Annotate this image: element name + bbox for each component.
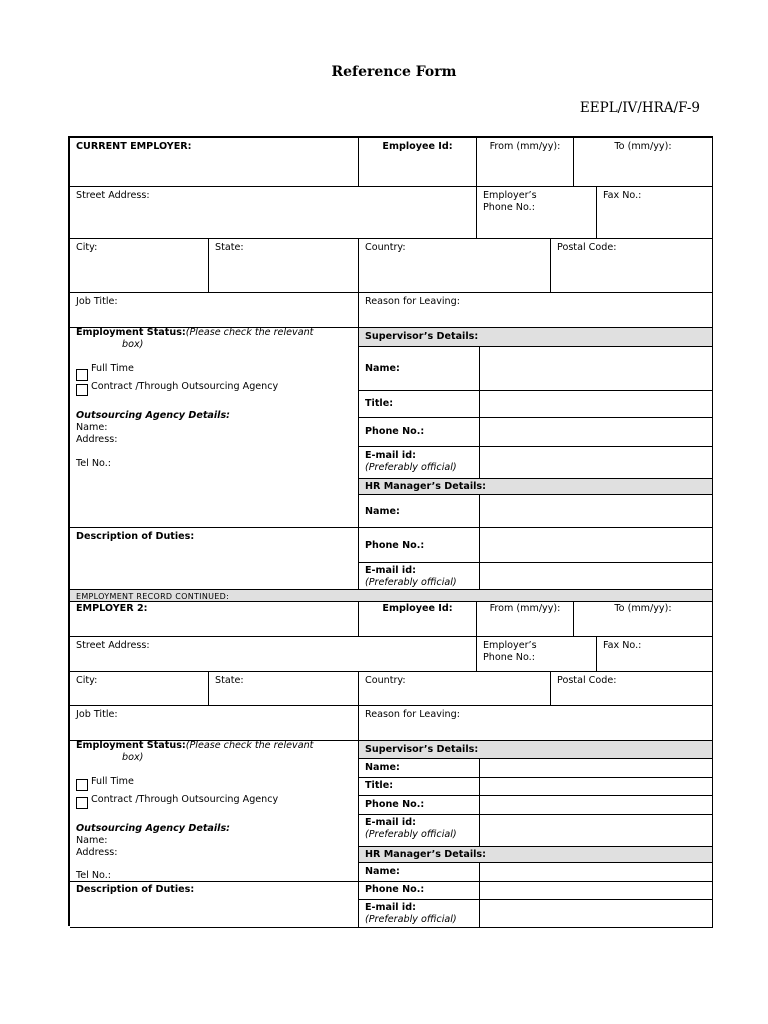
fax-label: Fax No.: [603, 190, 642, 201]
hr-2-email-label [359, 900, 480, 928]
reason-for-leaving-2-label: Reason for Leaving: [365, 709, 460, 720]
state-2-field[interactable] [209, 672, 359, 706]
street-address-label: Street Address: [76, 190, 150, 201]
hr-email-text: E-mail id: [365, 565, 416, 576]
description-of-duties-field[interactable] [70, 528, 359, 590]
supervisor-2-title-label: Title: [359, 778, 480, 796]
country-2-label: Country: [365, 675, 406, 686]
current-employer-field[interactable] [70, 138, 359, 187]
supervisor-2-email-input[interactable] [480, 815, 713, 847]
supervisor-2-name-label: Name: [359, 759, 480, 778]
full-time-label: Full Time [91, 363, 134, 374]
job-title-2-label: Job Title: [76, 709, 118, 720]
from-date-2-field[interactable] [477, 602, 574, 637]
hr-email-input[interactable] [480, 563, 713, 590]
job-title-label: Job Title: [76, 296, 118, 307]
description-of-duties-label: Description of Duties: [76, 531, 195, 542]
postal-code-2-field[interactable] [551, 672, 713, 706]
check-note-2: (Please check the relevant [185, 741, 314, 751]
outsourcing-address-2-label: Address: [76, 847, 118, 858]
reason-for-leaving-field[interactable] [359, 293, 713, 328]
outsourcing-name-2-label: Name: [76, 835, 108, 846]
employer-2-field[interactable] [70, 602, 359, 637]
outsourcing-tel-2-label: Tel No.: [76, 870, 112, 881]
employee-id-field[interactable] [359, 138, 477, 187]
contract-label: Contract /Through Outsourcing Agency [91, 381, 279, 392]
to-date-2-label: To (mm/yy): [614, 603, 672, 614]
contract-2-checkbox[interactable] [76, 797, 88, 809]
supervisor-2-email-text: E-mail id: [365, 817, 416, 828]
contract-2-label: Contract /Through Outsourcing Agency [91, 794, 279, 805]
city-label: City: [76, 242, 98, 253]
outsourcing-tel-label: Tel No.: [76, 458, 112, 469]
postal-code-label: Postal Code: [557, 242, 617, 253]
supervisor-details-2-header: Supervisor’s Details: [359, 741, 713, 759]
employers-phone-label-line2: Phone No.: [483, 202, 535, 213]
hr-email-label [359, 563, 480, 590]
employers-phone-field[interactable] [477, 187, 597, 239]
outsourcing-address-label: Address: [76, 434, 118, 445]
hr-phone-label: Phone No.: [359, 528, 480, 563]
supervisor-2-email-label [359, 815, 480, 847]
outsourcing-name-label: Name: [76, 422, 108, 433]
current-employer-label: CURRENT EMPLOYER: [76, 141, 192, 152]
supervisor-phone-input[interactable] [480, 418, 713, 447]
city-2-label: City: [76, 675, 98, 686]
form-title: Reference Form [331, 64, 457, 80]
state-label: State: [215, 242, 244, 253]
reason-for-leaving-label: Reason for Leaving: [365, 296, 460, 307]
from-date-label: From (mm/yy): [489, 141, 561, 152]
supervisor-2-title-input[interactable] [480, 778, 713, 796]
hr-name-input[interactable] [480, 495, 713, 528]
employer-2-label: EMPLOYER 2: [76, 603, 148, 614]
employers-phone-2-field[interactable] [477, 637, 597, 672]
reference-form-table [68, 136, 713, 926]
to-date-label: To (mm/yy): [614, 141, 672, 152]
from-date-field[interactable] [477, 138, 574, 187]
employers-phone-label-line1: Employer’s [483, 190, 537, 201]
hr-2-phone-label: Phone No.: [359, 882, 480, 900]
hr-manager-details-header: HR Manager’s Details: [359, 479, 713, 495]
fax-field[interactable] [597, 187, 713, 239]
document-number: EEPL/IV/HRA/F-9 [579, 100, 700, 116]
country-field[interactable] [359, 239, 551, 293]
supervisor-2-phone-label: Phone No.: [359, 796, 480, 815]
postal-code-2-label: Postal Code: [557, 675, 617, 686]
employee-id-2-label: Employee Id: [382, 603, 453, 614]
supervisor-phone-label: Phone No.: [359, 418, 480, 447]
description-of-duties-2-label: Description of Duties: [76, 884, 195, 895]
check-note-box: box) [122, 339, 144, 350]
from-date-2-label: From (mm/yy): [489, 603, 561, 614]
fax-2-field[interactable] [597, 637, 713, 672]
employment-record-continued: EMPLOYMENT RECORD CONTINUED: [70, 590, 713, 602]
to-date-2-field[interactable] [574, 602, 713, 637]
supervisor-2-name-input[interactable] [480, 759, 713, 778]
supervisor-details-header: Supervisor’s Details: [359, 328, 713, 347]
hr-email-note: (Preferably official) [365, 577, 457, 588]
hr-2-email-text: E-mail id: [365, 902, 416, 913]
check-note-box-2: box) [122, 752, 144, 763]
supervisor-email-text: E-mail id: [365, 450, 416, 461]
employers-phone-2-label-line2: Phone No.: [483, 652, 535, 663]
hr-2-name-label: Name: [359, 863, 480, 882]
outsourcing-details-2-label: Outsourcing Agency Details: [76, 823, 231, 834]
job-title-field[interactable] [70, 293, 359, 328]
supervisor-email-note: (Preferably official) [365, 462, 457, 473]
supervisor-title-input[interactable] [480, 391, 713, 418]
hr-2-phone-input[interactable] [480, 882, 713, 900]
contract-checkbox[interactable] [76, 384, 88, 396]
street-address-2-field[interactable] [70, 637, 477, 672]
street-address-field[interactable] [70, 187, 477, 239]
outsourcing-details-label: Outsourcing Agency Details: [76, 410, 231, 421]
full-time-2-checkbox[interactable] [76, 779, 88, 791]
state-field[interactable] [209, 239, 359, 293]
supervisor-email-label [359, 447, 480, 479]
hr-2-email-note: (Preferably official) [365, 914, 457, 925]
hr-name-label: Name: [359, 495, 480, 528]
street-address-2-label: Street Address: [76, 640, 150, 651]
employment-status-label: Employment Status: [76, 328, 186, 338]
hr-2-email-input[interactable] [480, 900, 713, 928]
supervisor-name-input[interactable] [480, 347, 713, 391]
employers-phone-2-label-line1: Employer’s [483, 640, 537, 651]
employment-status-2-block [70, 741, 359, 882]
state-2-label: State: [215, 675, 244, 686]
full-time-checkbox[interactable] [76, 369, 88, 381]
full-time-2-label: Full Time [91, 776, 134, 787]
supervisor-name-label: Name: [359, 347, 480, 391]
city-field[interactable] [70, 239, 209, 293]
supervisor-2-phone-input[interactable] [480, 796, 713, 815]
check-note: (Please check the relevant [185, 328, 314, 338]
supervisor-2-email-note: (Preferably official) [365, 829, 457, 840]
reason-for-leaving-2-field[interactable] [359, 706, 713, 741]
postal-code-field[interactable] [551, 239, 713, 293]
city-2-field[interactable] [70, 672, 209, 706]
employment-status-2-label: Employment Status: [76, 741, 186, 751]
country-2-field[interactable] [359, 672, 551, 706]
employee-id-2-field[interactable] [359, 602, 477, 637]
fax-2-label: Fax No.: [603, 640, 642, 651]
supervisor-title-label: Title: [359, 391, 480, 418]
hr-manager-details-2-header: HR Manager’s Details: [359, 847, 713, 863]
country-label: Country: [365, 242, 406, 253]
hr-2-name-input[interactable] [480, 863, 713, 882]
job-title-2-field[interactable] [70, 706, 359, 741]
employment-status-block [70, 328, 359, 528]
supervisor-email-input[interactable] [480, 447, 713, 479]
to-date-field[interactable] [574, 138, 713, 187]
description-of-duties-2-field[interactable] [70, 882, 359, 928]
employee-id-label: Employee Id: [382, 141, 453, 152]
hr-phone-input[interactable] [480, 528, 713, 563]
